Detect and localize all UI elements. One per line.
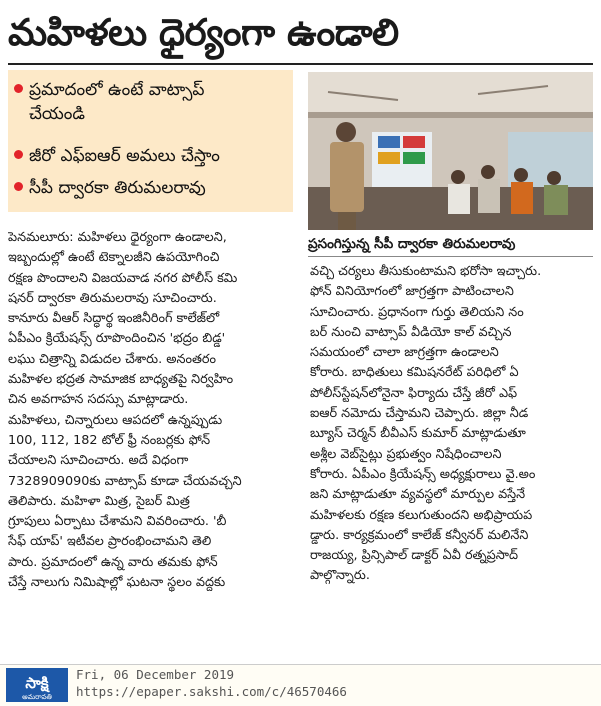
caption-rule: [308, 256, 593, 257]
highlight-item: [14, 144, 220, 168]
svg-text:సాక్షి: సాక్షి: [25, 674, 49, 692]
text-line: చేస్తే నాలుగు నిమిషాల్లో ఘటనా స్థలం వద్దకు: [8, 575, 226, 591]
text-line: అశ్లీల వెబ్‌సైట్లు ప్రభుత్వం నిషేధించాలని: [310, 446, 502, 462]
text-line: ఇబ్బందుల్లో ఉంటే టెక్నాలజీని ఉపయోగించి: [8, 250, 220, 266]
text-line: 100, 112, 182 టోల్‌ ఫ్రీ నంబర్లకు ఫోన్‌: [8, 432, 211, 448]
text-line: సేఫ్‌ యాప్‌' ఇటీవల ప్రారంభించామని తెలి: [8, 534, 212, 550]
text-line: గ్రూపులు ఏర్పాటు చేశామని వివరించారు. 'బీ: [8, 514, 227, 530]
text-line: పాల్గొన్నారు.: [310, 568, 370, 584]
bullet-icon: [14, 84, 23, 93]
edition-date: Fri, 06 December 2019: [76, 667, 235, 682]
text-line: ఫోన్‌ వినియోగంలో జాగ్రత్తగా పాటించాలని: [310, 284, 514, 300]
sakshi-logo: [6, 668, 68, 702]
bullet-icon: [14, 182, 23, 191]
text-line: బర్‌ నుంచి వాట్సాప్‌ వీడియో కాల్‌ వచ్చిన: [310, 324, 512, 340]
text-line: పెనమలూరు: మహిళలు ధైర్యంగా ఉండాలని,: [8, 230, 227, 245]
headline-rule: [8, 63, 593, 65]
headline: మహిళలు ధైర్యంగా ఉండాలి: [8, 11, 399, 54]
text-line: లఘు చిత్రాన్ని విడుదల చేశారు. అనంతరం: [8, 351, 216, 367]
highlight-text: సీపీ ద్వారకా తిరుమలరావు: [29, 178, 206, 198]
text-line: కోరారు. ఏపీఎం క్రియేషన్స్‌ అధ్యక్షురాలు వై.అం: [310, 466, 536, 482]
svg-text:అమరావతి: అమరావతి: [22, 693, 52, 701]
event-photo: [308, 72, 593, 230]
text-line: సమయంలో చాలా జాగ్రత్తగా ఉండాలని: [310, 345, 499, 361]
text-line: బ్యూస్‌ చెర్మన్‌ బీవీఎస్‌ కుమార్‌ మాట్లాడుతూ: [310, 426, 526, 442]
footer-rule: [0, 664, 601, 665]
highlight-text-cont: చేయండి: [29, 104, 85, 124]
text-line: సూచించారు. ప్రధానంగా గుర్తు తెలియని నం: [310, 304, 524, 320]
text-line: కానూరు వీఆర్‌ సిద్ధార్థ ఇంజినీరింగ్‌ కాలేజ్‌లో: [8, 311, 220, 327]
text-line: మహిళలకు రక్షణ కలుగుతుందని అభిప్రాయప: [310, 507, 533, 523]
highlight-text: జీరో ఎఫ్‌ఐఆర్‌ అమలు చేస్తాం: [29, 146, 220, 166]
photo-caption: ప్రసంగిస్తున్న సీపీ ద్వారకా తిరుమలరావు: [308, 236, 516, 252]
highlight-item: [14, 78, 205, 126]
text-line: తెలిపారు. మహిళా మిత్ర, సైబర్‌ మిత్ర: [8, 493, 190, 509]
text-line: 7328909090కు వాట్సాప్‌ కూడా చేయవచ్చని: [8, 473, 242, 489]
text-line: ఏపీఎం క్రియేషన్స్‌ రూపొందించిన 'భద్రం బిడ్డ': [8, 331, 226, 347]
text-line: చేయాలని సూచించారు. అదే విధంగా: [8, 453, 189, 469]
bullet-icon: [14, 150, 23, 159]
article-left-column: [8, 228, 294, 593]
article-right-column: [310, 262, 592, 587]
highlight-item: [14, 176, 206, 200]
text-line: షనర్‌ ద్వారకా తిరుమలరావు సూచించారు.: [8, 290, 217, 306]
text-line: మహిళల భద్రత సామాజిక బాధ్యతపై నిర్వహిం: [8, 372, 234, 388]
text-line: కోరారు. బాధితులు కమిషనరేట్‌ పరిధిలో ఏ: [310, 365, 519, 381]
text-line: జని మాట్లాడుతూ వ్యవస్థలో మార్పుల వస్తేనే: [310, 487, 526, 503]
text-line: డ్డారు. కార్యక్రమంలో కాలేజ్‌ కన్వీనర్‌ మలినేని: [310, 527, 529, 543]
text-line: చిన అవగాహన సదస్సు మాట్లాడారు.: [8, 392, 189, 408]
text-line: వచ్చి చర్యలు తీసుకుంటామని భరోసా ఇచ్చారు.: [310, 264, 542, 279]
text-line: పారు. ప్రమాదంలో ఉన్న వారు తమకు ఫోన్‌: [8, 554, 218, 570]
text-line: రక్షణ పొందాలని విజయవాడ నగర పోలీస్‌ కమి: [8, 270, 238, 286]
text-line: రాజయ్య, ప్రిన్సిపాల్‌ డాక్టర్‌ ఏవీ రత్నప్రసాద్‌: [310, 548, 518, 564]
text-line: మహిళలు, చిన్నారులు ఆపదలో ఉన్నప్పుడు: [8, 412, 223, 428]
epaper-url-link[interactable]: https://epaper.sakshi.com/c/46570466: [76, 684, 347, 699]
text-line: పోలీస్‌స్టేషన్‌లోనైనా ఫిర్యాదు చేస్తే జీరో ఎఫ్‌: [310, 385, 518, 401]
text-line: ఐఆర్‌ నమోదు చేస్తామని చెప్పారు. జిల్లా నీడ: [310, 406, 529, 422]
highlight-text: ప్రమాదంలో ఉంటే వాట్సాప్: [29, 80, 205, 100]
highlights-box: [8, 70, 293, 212]
